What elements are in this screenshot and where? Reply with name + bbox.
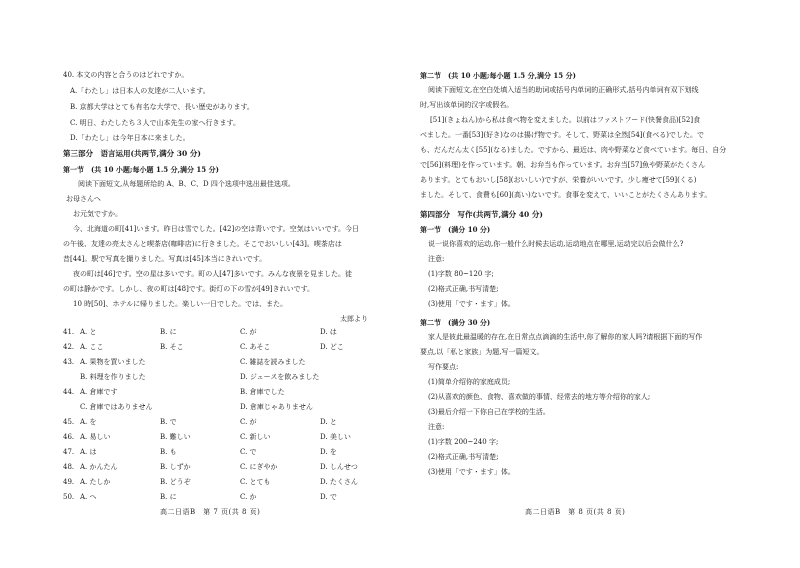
choice-b: B. そこ: [160, 343, 184, 351]
choice-number: 44.: [63, 388, 75, 396]
choice-c: C. が: [240, 418, 257, 426]
q40-option-d: D.「わたし」は今年日本に来ました。: [70, 134, 190, 142]
passage-line: [51](きょねん)から私は食べ物を変えました。以前はファストフード(快餐食品)[52]食: [430, 116, 701, 124]
part3-instruction: 阅读下面短文,从每题所给的 A、B、C、D 四个选项中选出最佳选项。: [78, 180, 295, 188]
sec1-note: 注意:: [428, 255, 445, 263]
q40-stem: 40. 本文の内容と合うのはどれですか。: [63, 71, 189, 79]
part3-sec1-title: 第一节 (共 10 小题;每小题 1.5 分,满分 15 分): [63, 165, 219, 174]
choice-d: D. を: [320, 448, 337, 456]
passage-line: あります。とてもおいし[58](おいしい)ですが、栄養がいいです。少し痩せて[59](くる): [420, 176, 697, 184]
choice-c: C. にぎやか: [240, 463, 278, 471]
sec2-note: (1)字数 200~240 字;: [428, 438, 499, 446]
page-footer: 高二日语B 第 7 页(共 8 页): [160, 508, 261, 516]
choice-a: A. 倉庫です: [80, 388, 118, 396]
passage-line: べました。一番[53](好き)なのは揚げ物です。そして、野菜は全然[54](食べる)でした。で: [420, 131, 704, 139]
choice-b: B. 料理を作りました: [80, 373, 146, 381]
passage-line: も、だんだん太く[55](なる)ました。ですから、最近は、肉や野菜など食べています。毎日、自分: [420, 146, 727, 154]
sec2-point: (2)从喜欢的颜色、食物、喜欢做的事情、经常去的地方等介绍你的家人;: [428, 393, 651, 401]
choice-d: D. は: [320, 328, 337, 336]
choice-b: B. どうぞ: [160, 478, 191, 486]
letter-line: の町は静かです。しかし、夜の町は[48]です。街灯の下の雪が[49]きれいです。: [63, 285, 315, 293]
choice-number: 46.: [63, 433, 75, 441]
choice-d: D. たくさん: [320, 478, 358, 486]
sec2-note: 注意:: [428, 423, 445, 431]
sec1-prompt: 说一说你喜欢的运动,你一般什么时候去运动,运动地点在哪里,运动完以后会做什么?: [428, 240, 684, 248]
choice-number: 43.: [63, 358, 75, 366]
choice-a: A. かんたん: [80, 463, 118, 471]
choice-c: C. あそこ: [240, 343, 271, 351]
choice-c: C. が: [240, 328, 257, 336]
sec2-points-title: 写作要点:: [428, 363, 459, 371]
choice-number: 41.: [63, 328, 75, 336]
choice-number: 49.: [63, 478, 75, 486]
choice-d: D. と: [320, 418, 337, 426]
passage-line: で[56](料理)を作っています。朝、お弁当も作っています。お弁当[57]魚や野菜がたくさん: [420, 161, 706, 169]
choice-d: D. 美しい: [320, 433, 351, 441]
choice-c: C. 新しい: [240, 433, 271, 441]
choice-a: A. と: [80, 328, 97, 336]
choice-b: B. に: [160, 328, 177, 336]
choice-a: A. たしか: [80, 478, 111, 486]
sec2-prompt: 家人是彼此最温暖的存在,在日常点点滴滴的生活中,你了解你的家人吗?请根据下面的写作: [428, 333, 703, 341]
part3-sec2-title: 第二节 (共 10 小题;每小题 1.5 分,满分 15 分): [420, 71, 576, 80]
part4-sec2-title: 第二节 (满分 30 分): [420, 318, 491, 327]
letter-line: お元気ですか。: [73, 210, 122, 218]
q40-option-b: B. 京都大学はとても有名な大学で、長い歴史があります。: [70, 103, 254, 111]
sec1-note: (3)使用「です・ます」体。: [428, 300, 515, 308]
choice-b: B. に: [160, 493, 177, 501]
choice-number: 48.: [63, 463, 75, 471]
choice-a: A. は: [80, 448, 97, 456]
q40-option-c: C. 明日、わたしたち３人で山本先生の家へ行きます。: [70, 119, 240, 127]
choice-c: C. 雑誌を読みました: [240, 358, 306, 366]
choice-number: 45.: [63, 418, 75, 426]
part4-sec1-title: 第一节 (满分 10 分): [420, 225, 491, 234]
letter-line: の午後、友達の亮太さんと喫茶店(咖啡店)に行きました。そこでおいしい[43]。喫茶店は: [63, 240, 342, 248]
choice-a: A. 果物を買いました: [80, 358, 146, 366]
sec2-prompt: 要点,以「私と家族」为题,写一篇短文。: [420, 348, 544, 356]
page-footer: 高二日语B 第 8 页(共 8 页): [525, 508, 626, 516]
sec2-note: (3)使用「です・ます」体。: [428, 468, 515, 476]
choice-d: D. 倉庫じゃありません: [240, 403, 313, 411]
choice-d: D. ジュースを飲みました: [240, 373, 320, 381]
choice-b: B. 難しい: [160, 433, 191, 441]
letter-line: 夜の町は[46]です。空の星は多いです。町の人[47]多いです。みんな夜景を見ました。徒: [73, 270, 353, 278]
choice-d: D. しんせつ: [320, 463, 358, 471]
choice-c: C. 倉庫ではありません: [80, 403, 153, 411]
q40-option-a: A.「わたし」は日本人の友達が二人います。: [70, 87, 210, 95]
choice-a: A. を: [80, 418, 97, 426]
sec2-point: (1)简单介绍你的家庭成员;: [428, 378, 511, 386]
choice-number: 50.: [63, 493, 75, 501]
choice-d: D. どこ: [320, 343, 344, 351]
choice-b: B. 倉庫でした: [240, 388, 285, 396]
choice-a: A. 易しい: [80, 433, 111, 441]
letter-signature: 太郎より: [340, 315, 368, 323]
part4-title: 第四部分 写作(共两节,满分 40 分): [420, 210, 543, 219]
choice-b: B. しずか: [160, 463, 191, 471]
choice-b: B. で: [160, 418, 177, 426]
choice-c: C. とても: [240, 478, 271, 486]
choice-number: 47.: [63, 448, 75, 456]
sec1-note: (1)字数 80~120 字;: [428, 270, 494, 278]
sec2-point: (3)最后介绍一下你自己在学校的生活。: [428, 408, 550, 416]
letter-line: お母さんへ: [66, 195, 101, 203]
letter-line: 10 時[50]、ホテルに帰りました。楽しい一日でした。では、また。: [73, 300, 288, 308]
sec1-note: (2)格式正确,书写清楚;: [428, 285, 499, 293]
choice-a: A. ここ: [80, 343, 104, 351]
choice-c: C. か: [240, 493, 257, 501]
letter-line: 今、北海道の町[41]います。昨日は雪でした。[42]の空は青いです。空気はいいです。今日: [73, 225, 360, 233]
choice-b: B. も: [160, 448, 177, 456]
choice-a: A. へ: [80, 493, 97, 501]
choice-c: C. で: [240, 448, 257, 456]
choice-d: D. で: [320, 493, 337, 501]
passage-line: ました。そして、食費も[60](高い)ないです。食事を変えて、いいことがたくさんあります。: [420, 191, 712, 199]
choice-number: 42.: [63, 343, 75, 351]
sec2-instruction: 阅读下面短文,在空白处填入适当的助词或括号内单词的正确形式,括号内单词有双下划线: [428, 86, 699, 94]
sec2-instruction: 时,写出该单词的汉字或假名。: [420, 101, 514, 109]
sec2-note: (2)格式正确,书写清楚;: [428, 453, 499, 461]
part3-title: 第三部分 语言运用(共两节,满分 30 分): [63, 149, 201, 158]
letter-line: 昔[44]。駅で写真を撮りました。写真は[45]本当にきれいです。: [63, 255, 267, 263]
